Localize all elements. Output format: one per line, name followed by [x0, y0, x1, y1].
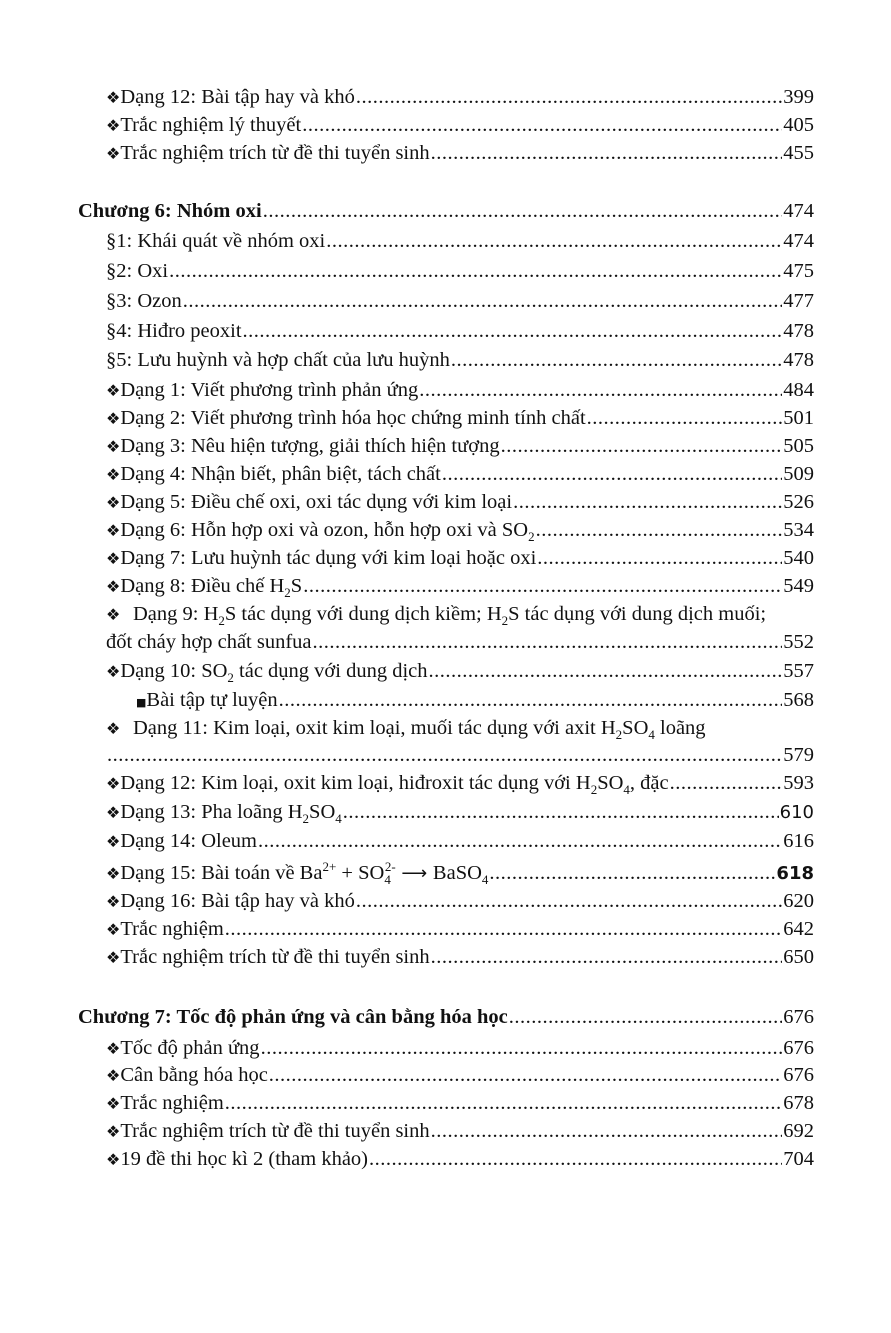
toc-page-number: 534: [783, 519, 814, 541]
dot-leader: [183, 288, 783, 314]
diamond-bullet-icon: ❖: [106, 1094, 121, 1113]
toc-entry-title: Dạng 8: Điều chế $H_2S$: [120, 575, 303, 601]
toc-page-number: 676: [783, 1064, 814, 1086]
toc-entry-title: §5: Lưu huỳnh và hợp chất của lưu huỳnh: [106, 349, 450, 371]
toc-page-number: 704: [783, 1148, 814, 1170]
toc-page-number: 540: [783, 547, 814, 569]
toc-entry-title: Dạng 5: Điều chế oxi, oxi tác dụng với kim loại: [120, 491, 513, 513]
diamond-bullet-icon: ❖: [106, 803, 121, 822]
dot-leader: [313, 629, 783, 655]
dot-leader: [302, 112, 782, 138]
square-bullet-icon: ■: [136, 696, 147, 709]
toc-page-number: 620: [783, 890, 814, 912]
toc-entry-title: Trắc nghiệm: [120, 1092, 224, 1114]
dot-leader: [169, 258, 782, 284]
toc-entry-title: Trắc nghiệm trích từ đề thi tuyển sinh: [120, 1120, 430, 1142]
toc-entry[interactable]: [0, 1090, 891, 1116]
dot-leader: [442, 461, 782, 487]
toc-entry-title: Dạng 13: Pha loãng $H_2SO_4$: [120, 801, 342, 827]
toc-entry-continuation[interactable]: [0, 742, 891, 768]
toc-entry-title: Dạng 3: Nêu hiện tượng, giải thích hiện tượng: [120, 435, 500, 457]
dot-leader: [225, 916, 782, 942]
toc-entry[interactable]: [0, 461, 891, 487]
toc-entry[interactable]: [0, 888, 891, 914]
diamond-bullet-icon: ❖: [106, 437, 121, 456]
toc-entry-continuation[interactable]: [0, 629, 891, 655]
dot-leader: [536, 517, 783, 543]
toc-page-number: 484: [783, 379, 814, 401]
diamond-bullet-icon: ❖: [106, 774, 121, 793]
dot-leader: [501, 433, 783, 459]
chapter-title: Chương 6: Nhóm oxi: [78, 200, 262, 222]
diamond-bullet-icon: ❖: [106, 864, 121, 883]
toc-entry-title: Dạng 10: $SO_2$ tác dụng với dung dịch: [120, 660, 428, 686]
dot-leader: [356, 888, 782, 914]
dot-leader: [326, 228, 782, 254]
dot-leader: [107, 742, 782, 768]
toc-page-number: 405: [783, 114, 814, 136]
dot-leader: [451, 347, 782, 373]
toc-entry-title: 19 đề thi học kì 2 (tham khảo): [120, 1148, 368, 1170]
diamond-bullet-icon: ❖: [106, 1122, 121, 1141]
toc-entry[interactable]: [0, 84, 891, 110]
toc-entry[interactable]: [0, 1062, 891, 1088]
toc-entry[interactable]: [0, 573, 891, 599]
toc-page-number: 475: [783, 260, 814, 282]
dot-leader: [489, 860, 775, 886]
toc-page-number: 477: [783, 290, 814, 312]
dot-leader: [356, 84, 782, 110]
toc-entry[interactable]: [0, 916, 891, 942]
dot-leader: [429, 658, 783, 684]
toc-page-number: 474: [783, 200, 814, 222]
toc-section-entry[interactable]: [0, 228, 891, 254]
diamond-bullet-icon: ❖: [106, 892, 121, 911]
dot-leader: [513, 489, 782, 515]
toc-entry-title: Dạng 12: Bài tập hay và khó: [120, 86, 355, 108]
toc-page-number: 610: [779, 802, 814, 823]
toc-page-number: 526: [783, 491, 814, 513]
toc-subentry[interactable]: [0, 687, 891, 713]
toc-page-number: 676: [783, 1037, 814, 1059]
dot-leader: [263, 198, 783, 224]
toc-page-number: 557: [783, 660, 814, 682]
toc-page-number: 549: [783, 575, 814, 597]
dot-leader: [303, 573, 782, 599]
toc-entry[interactable]: [0, 828, 891, 854]
dot-leader: [431, 944, 783, 970]
dot-leader: [225, 1090, 782, 1116]
diamond-bullet-icon: ❖: [106, 521, 121, 540]
toc-entry-title: §2: Oxi: [106, 260, 169, 282]
toc-entry-title: §3: Ozon: [106, 290, 182, 312]
toc-page-number: 474: [783, 230, 814, 252]
toc-entry-title: Dạng 11: Kim loại, oxit kim loại, muối tác dụng với axit $H_2SO_4$ loãng: [133, 717, 706, 743]
toc-page-number: 478: [783, 349, 814, 371]
toc-entry[interactable]: [0, 545, 891, 571]
toc-page-number: 616: [783, 830, 814, 852]
toc-entry-title: Dạng 14: Oleum: [120, 830, 257, 852]
diamond-bullet-icon: ❖: [106, 605, 121, 624]
toc-entry[interactable]: [0, 601, 891, 627]
toc-page-number: 552: [783, 631, 814, 653]
diamond-bullet-icon: ❖: [106, 577, 121, 596]
toc-page-number: 478: [783, 320, 814, 342]
toc-entry-title: Trắc nghiệm trích từ đề thi tuyển sinh: [120, 142, 430, 164]
toc-entry-title: Dạng 12: Kim loại, oxit kim loại, hiđroxit tác dụng với $H_2SO_4$, đặc: [120, 772, 669, 798]
toc-page-number: 579: [783, 744, 814, 766]
toc-entry[interactable]: [0, 140, 891, 166]
toc-entry[interactable]: [0, 433, 891, 459]
toc-entry[interactable]: [0, 799, 891, 825]
toc-entry-title: Trắc nghiệm: [120, 918, 224, 940]
toc-section-entry[interactable]: [0, 318, 891, 344]
toc-page-number: 455: [783, 142, 814, 164]
toc-section-entry[interactable]: [0, 258, 891, 284]
diamond-bullet-icon: ❖: [106, 409, 121, 428]
dot-leader: [258, 828, 782, 854]
diamond-bullet-icon: ❖: [106, 381, 121, 400]
toc-entry[interactable]: [0, 112, 891, 138]
diamond-bullet-icon: ❖: [106, 1066, 121, 1085]
dot-leader: [419, 377, 782, 403]
toc-entry-title: Dạng 1: Viết phương trình phản ứng: [120, 379, 419, 401]
toc-page-number: 399: [783, 86, 814, 108]
dot-leader: [279, 687, 783, 713]
toc-entry[interactable]: [0, 1118, 891, 1144]
toc-entry-title: Trắc nghiệm lý thuyết: [120, 114, 302, 136]
diamond-bullet-icon: ❖: [106, 465, 121, 484]
dot-leader: [509, 1004, 783, 1030]
toc-entry[interactable]: [0, 377, 891, 403]
dot-leader: [431, 1118, 783, 1144]
chapter-title: Chương 7: Tốc độ phản ứng và cân bằng hóa học: [78, 1006, 508, 1028]
toc-page-number: 509: [783, 463, 814, 485]
dot-leader: [670, 770, 783, 796]
toc-entry-title: Tốc độ phản ứng: [120, 1037, 260, 1059]
diamond-bullet-icon: ❖: [106, 1150, 121, 1169]
toc-entry[interactable]: [0, 1146, 891, 1172]
toc-entry-title: Trắc nghiệm trích từ đề thi tuyển sinh: [120, 946, 430, 968]
toc-entry-title: §1: Khái quát về nhóm oxi: [106, 230, 326, 252]
toc-page-number: 501: [783, 407, 814, 429]
toc-section-entry[interactable]: [0, 288, 891, 314]
toc-page-number: 692: [783, 1120, 814, 1142]
toc-entry[interactable]: [0, 658, 891, 684]
toc-entry-title: Dạng 2: Viết phương trình hóa học chứng minh tính chất: [120, 407, 586, 429]
toc-chapter-heading[interactable]: [0, 198, 891, 224]
toc-page-number: 678: [783, 1092, 814, 1114]
dot-leader: [343, 799, 779, 825]
toc-entry-title: Dạng 6: Hỗn hợp oxi và ozon, hỗn hợp oxi và $SO_2$: [120, 519, 535, 545]
dot-leader: [431, 140, 783, 166]
toc-entry[interactable]: [0, 860, 891, 886]
toc-entry[interactable]: [0, 1035, 891, 1061]
diamond-bullet-icon: ❖: [106, 144, 121, 163]
diamond-bullet-icon: ❖: [106, 832, 121, 851]
toc-entry[interactable]: [0, 489, 891, 515]
toc-entry-title: Dạng 15: Bài toán về $Ba^{2+} + SO_4^{2-}$ ⟶ BaSO$_4$: [120, 859, 489, 888]
toc-page-number: 650: [783, 946, 814, 968]
toc-entry-title: Cân bằng hóa học: [120, 1064, 268, 1086]
diamond-bullet-icon: ❖: [106, 1039, 121, 1058]
toc-page-number: 618: [776, 863, 814, 884]
dot-leader: [243, 318, 783, 344]
toc-chapter-heading[interactable]: [0, 1004, 891, 1030]
diamond-bullet-icon: ❖: [106, 948, 121, 967]
toc-entry[interactable]: [0, 944, 891, 970]
toc-entry[interactable]: [0, 517, 891, 543]
dot-leader: [261, 1035, 783, 1061]
diamond-bullet-icon: ❖: [106, 88, 121, 107]
right-arrow-icon: ⟶: [395, 863, 433, 884]
toc-entry-title: Dạng 9: $H_2S$ tác dụng với dung dịch kiềm; $H_2S$ tác dụng với dung dịch muối;: [133, 603, 767, 629]
dot-leader: [587, 405, 783, 431]
dot-leader: [537, 545, 782, 571]
diamond-bullet-icon: ❖: [106, 920, 121, 939]
toc-page-number: 642: [783, 918, 814, 940]
toc-entry-title: Bài tập tự luyện: [146, 689, 278, 711]
diamond-bullet-icon: ❖: [106, 662, 121, 681]
diamond-bullet-icon: ❖: [106, 549, 121, 568]
toc-entry[interactable]: [0, 715, 891, 741]
diamond-bullet-icon: ❖: [106, 116, 121, 135]
toc-entry[interactable]: [0, 405, 891, 431]
toc-section-entry[interactable]: [0, 347, 891, 373]
toc-entry[interactable]: [0, 770, 891, 796]
toc-page-number: 568: [783, 689, 814, 711]
toc-entry-title: §4: Hiđro peoxit: [106, 320, 242, 342]
dot-leader: [269, 1062, 782, 1088]
diamond-bullet-icon: ❖: [106, 493, 121, 512]
toc-page-number: 593: [783, 772, 814, 794]
toc-entry-title: Dạng 4: Nhận biết, phân biệt, tách chất: [120, 463, 441, 485]
toc-page-number: 676: [783, 1006, 814, 1028]
toc-page-number: 505: [783, 435, 814, 457]
diamond-bullet-icon: ❖: [106, 719, 121, 738]
toc-entry-title: Dạng 7: Lưu huỳnh tác dụng với kim loại hoặc oxi: [120, 547, 537, 569]
toc-entry-title-continued: đốt cháy hợp chất sunfua: [106, 631, 312, 653]
toc-entry-title: Dạng 16: Bài tập hay và khó: [120, 890, 355, 912]
dot-leader: [369, 1146, 782, 1172]
